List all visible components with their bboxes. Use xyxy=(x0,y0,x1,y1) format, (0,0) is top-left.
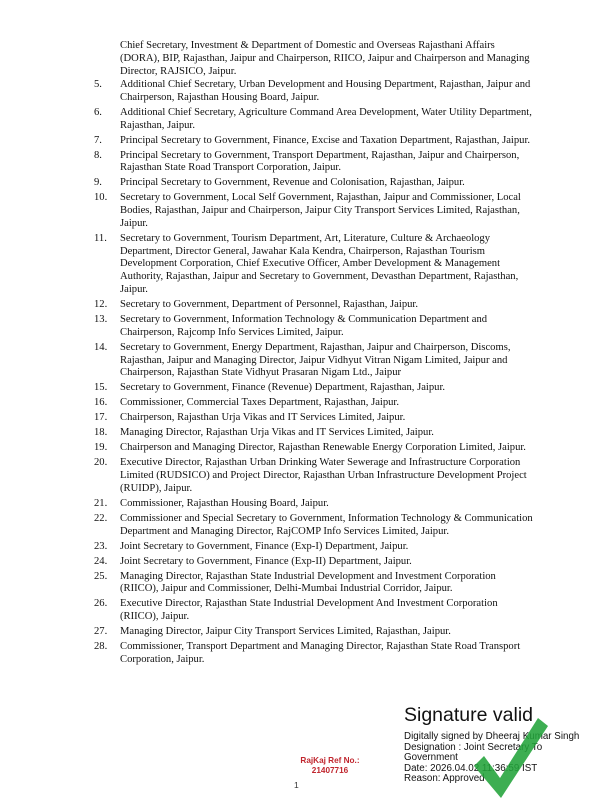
list-item xyxy=(94,342,534,380)
list-item-text: Additional Chief Secretary, Agriculture Command Area Development, Water Utility Department, Rajasthan, Jaipur. xyxy=(120,106,532,131)
list-item-number: 15. xyxy=(94,382,108,394)
list-item-text: Chairperson, Rajasthan Urja Vikas and IT Services Limited, Jaipur. xyxy=(120,412,406,424)
list-item-text: Managing Director, Rajasthan Urja Vikas and IT Services Limited, Jaipur. xyxy=(120,427,434,439)
list-item xyxy=(94,641,534,667)
list-item-text: Executive Director, Rajasthan Urban Drinking Water Sewerage and Infrastructure Corporation Limited (RUDSICO) and Project Director, Rajasthan Urban Infrastructure Development Project (RUIDP), Jaipur. xyxy=(120,457,527,494)
list-item xyxy=(94,192,534,230)
list-item-number: 21. xyxy=(94,497,108,509)
list-item-number: 22. xyxy=(94,512,108,524)
list-item xyxy=(94,299,534,312)
list-item xyxy=(94,177,534,190)
list-item-text: Commissioner and Special Secretary to Government, Information Technology & Communication Department and Managing Director, RajCOMP Info Services Limited, Jaipur. xyxy=(120,512,533,537)
list-item xyxy=(94,626,534,639)
list-item-text: Commissioner, Transport Department and Managing Director, Rajasthan State Road Transport Corporation, Jaipur. xyxy=(120,641,521,665)
list-item xyxy=(94,135,534,148)
intro-paragraph: Chief Secretary, Investment & Department of Domestic and Overseas Rajasthani Affairs (DORA), BIP, Rajasthan, Jaipur and Chairperson, RIICO, Jaipur and Chairperson and Managing Director, RAJSICO, Jaipur. xyxy=(120,40,530,77)
list-item-text: Additional Chief Secretary, Urban Development and Housing Department, Rajasthan, Jaipur and Chairperson, Rajasthan Housing Board, Jaipur. xyxy=(120,79,531,103)
list-item-text: Executive Director, Rajasthan State Industrial Development And Investment Corporation (RIICO), Jaipur. xyxy=(120,598,498,623)
list-item xyxy=(94,556,534,569)
list-item-number: 23. xyxy=(94,540,108,552)
list-item-number: 27. xyxy=(94,626,108,638)
list-item-text: Secretary to Government, Tourism Department, Art, Literature, Culture & Archaeology Department, Director General, Jawahar Kala Kendra, Chairperson, Rajasthan Tourism Development Corporation, Chief Executive Officer, Amber Development & Management Authority, Rajasthan, Jaipur and Secretary to Government, Devasthan Department, Rajasthan, Jaipur. xyxy=(120,232,519,296)
list-item-number: 14. xyxy=(94,341,108,353)
list-item-number: 26. xyxy=(94,598,108,610)
list-item-text: Managing Director, Jaipur City Transport Services Limited, Rajasthan, Jaipur. xyxy=(120,626,451,638)
list-item-text: Commissioner, Rajasthan Housing Board, Jaipur. xyxy=(120,497,329,509)
signature-date-line: Date: 2026.04.02 11:36:59 IST xyxy=(404,762,538,774)
list-item-text: Managing Director, Rajasthan State Industrial Development and Investment Corporation (RIICO), Jaipur and Commissioner, Delhi-Mumbai Industrial Corridor, Jaipur. xyxy=(120,570,496,595)
list-item-number: 10. xyxy=(94,192,108,204)
list-item-number: 5. xyxy=(94,79,102,90)
list-item-text: Joint Secretary to Government, Finance (Exp-I) Department, Jaipur. xyxy=(120,540,409,552)
list-item xyxy=(94,541,534,554)
list-item-number: 25. xyxy=(94,570,108,582)
rajkaj-ref-label: RajKaj Ref No.: xyxy=(300,756,360,765)
list-item-number: 20. xyxy=(94,457,108,469)
list-item-number: 6. xyxy=(94,106,102,118)
page-number: 1 xyxy=(294,780,299,790)
list-item-number: 11. xyxy=(94,232,107,244)
designation-line: Designation : Joint Secretary To xyxy=(404,741,543,753)
list-item xyxy=(94,314,534,340)
recipient-list xyxy=(94,79,534,669)
list-item xyxy=(94,397,534,410)
list-item-text: Chairperson and Managing Director, Rajasthan Renewable Energy Corporation Limited, Jaipur. xyxy=(120,442,526,454)
list-item-number: 28. xyxy=(94,641,108,653)
rajkaj-reference xyxy=(290,756,370,776)
signature-reason-line: Reason: Approved xyxy=(404,773,485,785)
list-item-number: 12. xyxy=(94,299,108,311)
list-item-text: Secretary to Government, Local Self Government, Rajasthan, Jaipur and Commissioner, Local Bodies, Rajasthan, Jaipur and Chairperson, Jaipur City Transport Services Limited, Rajasthan, Jaipur. xyxy=(120,192,521,229)
list-item-number: 19. xyxy=(94,442,108,454)
list-item-number: 17. xyxy=(94,412,108,424)
list-item xyxy=(94,382,534,395)
signed-by-line: Digitally signed by Dheeraj Kumar Singh xyxy=(404,731,580,742)
list-item-text: Principal Secretary to Government, Revenue and Colonisation, Rajasthan, Jaipur. xyxy=(120,177,465,189)
list-item-text: Secretary to Government, Department of Personnel, Rajasthan, Jaipur. xyxy=(120,299,419,311)
list-item xyxy=(94,233,534,297)
list-item-number: 16. xyxy=(94,397,108,409)
list-item xyxy=(94,150,534,176)
signature-status: Signature valid xyxy=(404,704,533,726)
list-item-text: Joint Secretary to Government, Finance (Exp-II) Department, Jaipur. xyxy=(120,555,412,567)
list-item-number: 13. xyxy=(94,314,108,326)
list-item-text: Secretary to Government, Finance (Revenue) Department, Rajasthan, Jaipur. xyxy=(120,382,446,394)
list-item xyxy=(94,79,534,105)
list-item xyxy=(94,442,534,455)
list-item-text: Secretary to Government, Information Technology & Communication Department and Chairperson, Rajcomp Info Services Limited, Jaipur. xyxy=(120,314,488,338)
list-item-number: 9. xyxy=(94,177,102,189)
list-item xyxy=(94,412,534,425)
designation-line-continued: Government xyxy=(404,752,458,764)
list-item xyxy=(94,571,534,597)
list-item xyxy=(94,498,534,511)
list-item-text: Commissioner, Commercial Taxes Department, Rajasthan, Jaipur. xyxy=(120,397,400,409)
validity-checkmark-icon xyxy=(470,712,550,802)
list-item-number: 8. xyxy=(94,149,102,161)
list-item-text: Principal Secretary to Government, Transport Department, Rajasthan, Jaipur and Chairperson, Rajasthan State Road Transport Corporation, Jaipur. xyxy=(120,149,520,174)
list-item-text: Principal Secretary to Government, Finance, Excise and Taxation Department, Rajasthan, Jaipur. xyxy=(120,134,531,146)
list-item xyxy=(94,427,534,440)
list-item-text: Secretary to Government, Energy Department, Rajasthan, Jaipur and Chairperson, Discoms, Rajasthan, Jaipur and Managing Director, Jaipur Vidhyut Vitran Nigam Limited, Jaipur and Chairperson, Rajasthan State Vidhyut Prasaran Nigam Ltd., Jaipur xyxy=(120,341,511,379)
list-item-number: 7. xyxy=(94,134,102,146)
rajkaj-ref-number: 21407716 xyxy=(311,766,349,775)
list-item xyxy=(94,598,534,624)
list-item-number: 18. xyxy=(94,427,108,439)
list-item xyxy=(94,107,534,133)
list-item xyxy=(94,513,534,539)
list-item xyxy=(94,457,534,495)
list-item-number: 24. xyxy=(94,555,108,567)
